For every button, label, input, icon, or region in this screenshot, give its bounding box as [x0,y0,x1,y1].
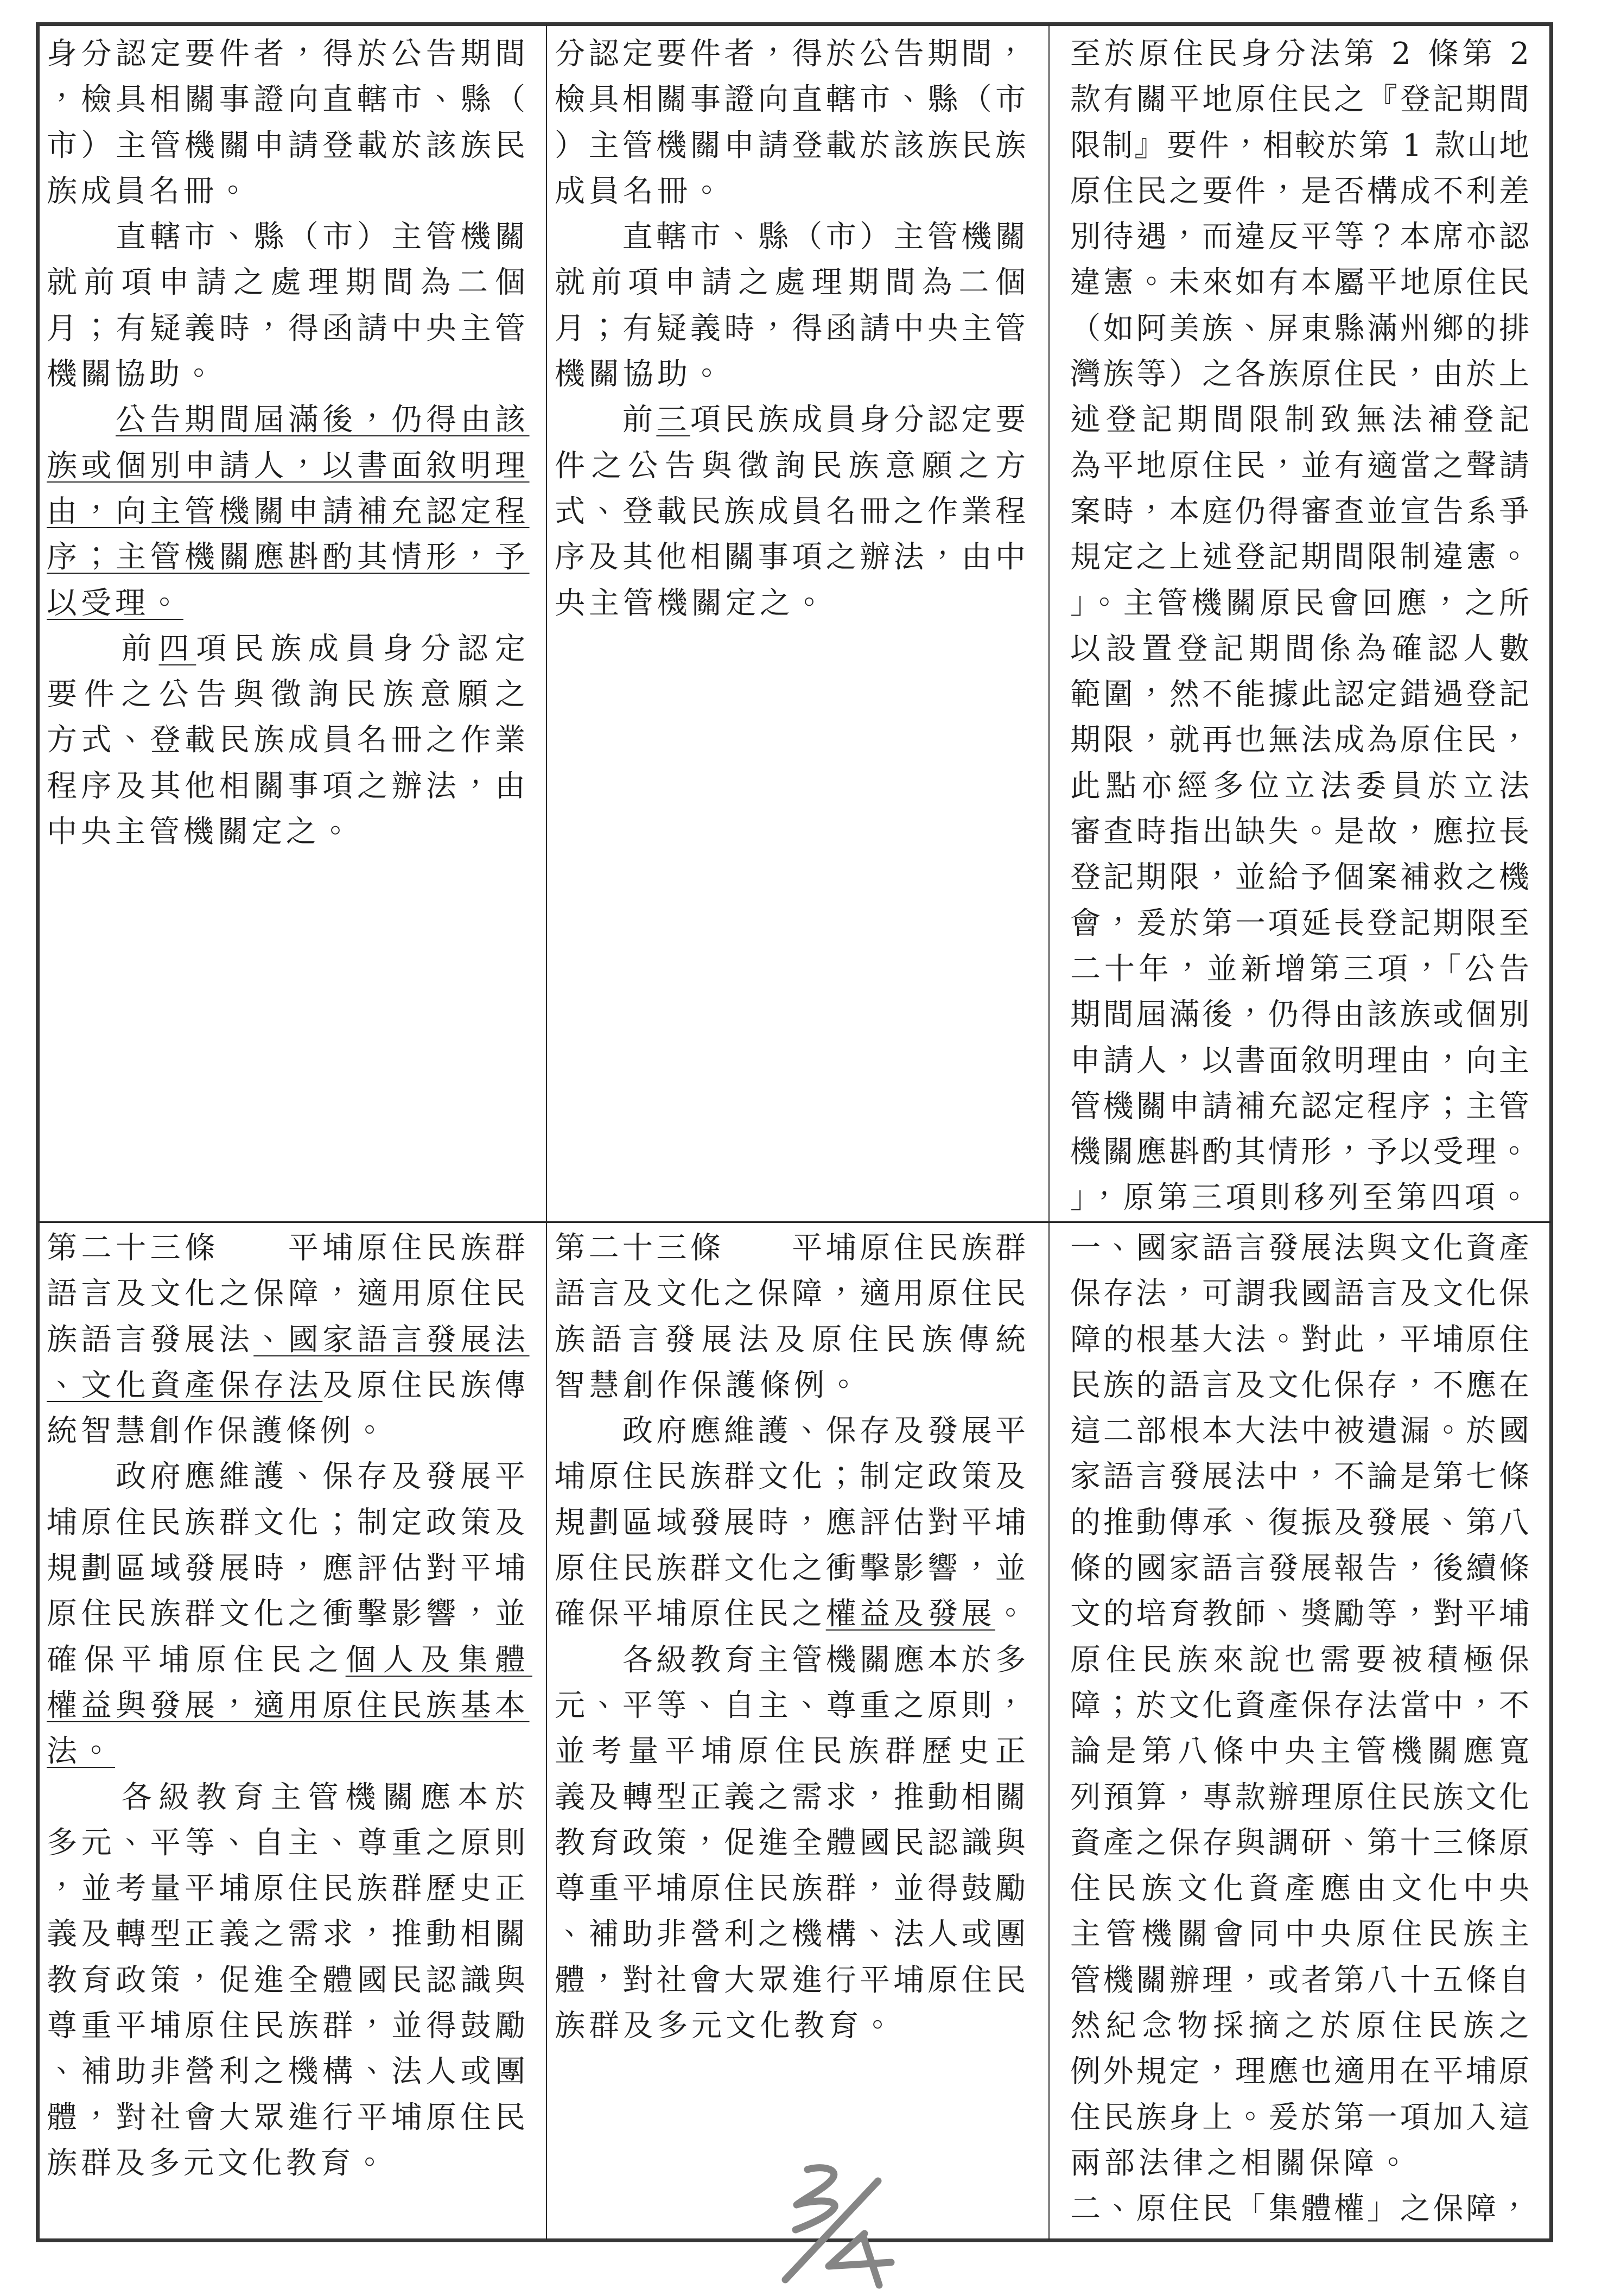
text-line: 一、國家語言發展法與文化資產 [1070,1231,1532,1266]
text-line: 各級教育主管機關應本於多 [555,1642,1029,1678]
text-line: 檢具相關事證向直轄市、縣（市 [555,82,1029,118]
text-line: 教育政策，促進全體國民認識與 [47,1962,530,1998]
text-line [47,1317,530,1363]
text-line: 以設置登記期間係為確認人數 [1070,631,1535,667]
text-line: 式、登載民族成員名冊之作業程 [555,493,1029,529]
text-line: 直轄市、縣（市）主管機關 [555,219,1029,255]
text-line: ）主管機關申請登載於該族民族 [555,128,1029,163]
handwritten-digit-4 [829,2234,891,2285]
text-segment [47,402,116,437]
text-line: 規劃區域發展時，應評估對平埔 [555,1505,1029,1540]
underlined-amendment-text: 序；主管機關應斟酌其情形，予 [47,540,530,575]
text-line: ，並考量平埔原住民族群歷史正 [47,1871,530,1907]
text-line: 管機關申請補充認定程序；主管 [1070,1088,1532,1124]
text-line: 元、平等、自主、尊重之原則， [555,1688,1029,1723]
text-line [47,1638,532,1683]
text-line: 保存法，可謂我國語言及文化保 [1070,1276,1532,1312]
text-line: 」。主管機關原民會回應，之所 [1070,585,1533,621]
text-line: 規定之上述登記期間限制違憲。 [1070,540,1532,575]
text-line: 族群及多元文化教育。 [555,2008,897,2044]
text-line: 分認定要件者，得於公告期間， [555,36,1029,72]
column-divider [546,24,547,2240]
text-line [47,397,530,443]
text-line: 件之公告與徵詢民族意願之方 [555,448,1032,484]
text-line [47,1363,530,1409]
text-segment: 項民族成員身分認定要 [690,402,1029,438]
text-line: 申請人，以書面敘明理由，向主 [1070,1043,1532,1079]
text-line: 政府應維護、保存及發展平 [555,1413,1029,1449]
cell-explanation-row2 [1070,1226,1535,2232]
text-line: 義及轉型正義之需求，推動相關 [47,1917,530,1952]
text-line: 原住民族群文化之衝擊影響，並 [47,1596,530,1632]
underlined-amendment-text: 四 [158,631,196,667]
text-line: 統智慧創作保護條例。 [47,1413,389,1449]
text-line: 論是第八條中央主管機關應寬 [1070,1734,1535,1769]
text-line: 央主管機關定之。 [555,585,828,621]
text-line: 案時，本庭仍得審查並宣告系爭 [1070,493,1532,529]
text-line: 障；於文化資產保存法當中，不 [1070,1688,1532,1723]
text-line: 登記期限，並給予個案補救之機 [1070,860,1532,896]
text-line: 資產之保存與調研、第十三條原 [1070,1825,1532,1861]
cell-explanation-row1 [1070,31,1535,1221]
text-line: 至於原住民身分法第 2 條第 2 [1070,36,1534,72]
text-line: 、補助非營利之機構、法人或團 [555,1917,1029,1952]
text-line: 列預算，專款辦理原住民族文化 [1070,1779,1532,1815]
underlined-amendment-text: 三 [656,402,690,438]
text-line: 原住民族群文化之衝擊影響，並 [555,1551,1029,1587]
text-line: 方式、登載民族成員名冊之作業 [47,722,530,758]
text-segment: 及原住民族傳 [322,1367,530,1403]
text-line: 原住民族來說也需要被積極保 [1070,1642,1535,1678]
text-segment: 前 [47,631,159,667]
underlined-amendment-text: 、文化資產保存法 [47,1367,323,1403]
text-line: 機關協助。 [47,357,218,392]
cell-proposed-text-row1 [47,31,532,855]
text-line: 管機關辦理，或者第八十五條自 [1070,1962,1532,1998]
text-line: 智慧創作保護條例。 [555,1367,862,1403]
text-line: 尊重平埔原住民族群，並得鼓勵 [555,1871,1029,1907]
text-line [47,1729,115,1774]
text-line: 語言及文化之保障，適用原住民 [47,1276,530,1312]
text-line [47,1683,530,1729]
text-line: 期間屆滿後，仍得由該族或個別 [1070,997,1532,1033]
text-line: 要件之公告與徵詢民族意願之 [47,677,532,713]
text-line: 款有關平地原住民之『登記期間 [1070,82,1532,118]
text-line [555,397,1029,443]
text-line: 住民族文化資產應由文化中央 [1070,1871,1535,1907]
text-line: ，檢具相關事證向直轄市、縣（ [47,82,530,118]
underlined-amendment-text: 法。 [47,1734,115,1769]
text-line: 多元、平等、自主、尊重之原則 [47,1825,530,1861]
text-line: 範圍，然不能據此認定錯過登記 [1070,677,1532,713]
text-line: 語言及文化之保障，適用原住民 [555,1276,1029,1312]
text-line: 第二十三條 平埔原住民族群 [47,1231,530,1266]
text-line: 」，原第三項則移列至第四項。 [1070,1180,1533,1216]
text-line: 就前項申請之處理期間為二個 [555,265,1032,301]
cell-current-text-row1 [555,31,1032,626]
text-line: 二十年，並新增第三項，「公告 [1070,951,1533,987]
text-line: 住民族身上。爰於第一項加入這 [1070,2100,1532,2135]
text-line: 民族的語言及文化保存，不應在 [1070,1367,1532,1403]
text-line: 為平地原住民，並有適當之聲請 [1070,448,1532,484]
text-line: 序及其他相關事項之辦法，由中 [555,540,1029,575]
text-line: 直轄市、縣（市）主管機關 [47,219,530,255]
text-line: 成員名冊。 [555,173,726,209]
text-line [47,581,183,626]
text-line: 並考量平埔原住民族群歷史正 [555,1734,1032,1769]
text-line: 二、原住民「集體權」之保障， [1070,2191,1532,2227]
underlined-amendment-text: 以受理。 [47,585,183,621]
text-line: 程序及其他相關事項之辦法，由 [47,768,530,804]
text-line: 體，對社會大眾進行平埔原住民 [555,1962,1029,1998]
text-segment: 。 [995,1596,1029,1632]
text-line [47,626,532,672]
text-line: 主管機關會同中央原住民族主 [1070,1917,1535,1952]
text-line: 月；有疑義時，得函請中央主管 [555,310,1029,346]
text-line: 月；有疑義時，得函請中央主管 [47,310,530,346]
text-line: 兩部法律之相關保障。 [1070,2145,1412,2181]
text-line [47,489,530,535]
text-line: 期限，就再也無法成為原住民， [1070,722,1532,758]
text-line: 族語言發展法及原住民族傳統 [555,1322,1032,1358]
text-line: 義及轉型正義之需求，推動相關 [555,1779,1029,1815]
text-line: 各級教育主管機關應本於 [47,1779,532,1815]
underlined-amendment-text: 權益及發展 [825,1596,996,1632]
text-line: 第二十三條 平埔原住民族群 [555,1231,1029,1266]
text-line: 會，爰於第一項延長登記期限至 [1070,905,1532,941]
text-line: 機關應斟酌其情形，予以受理。 [1070,1134,1532,1170]
text-line: 族成員名冊。 [47,173,252,209]
text-line: 政府應維護、保存及發展平 [47,1459,530,1495]
text-line: 機關協助。 [555,357,726,392]
text-line: 原住民之要件，是否構成不利差 [1070,173,1532,209]
text-line: 審查時指出缺失。是故，應拉長 [1070,814,1532,850]
text-line: 家語言發展法中，不論是第七條 [1070,1459,1532,1495]
text-line: 中央主管機關定之。 [47,814,354,850]
handwritten-page-mark [776,2160,906,2296]
text-line [555,1591,1029,1637]
underlined-amendment-text: 個人及集體 [345,1642,532,1678]
underlined-amendment-text: 公告期間屆滿後，仍得由該 [116,402,530,438]
text-line: 規劃區域發展時，應評估對平埔 [47,1551,530,1587]
text-line: 別待遇，而違反平等？本席亦認 [1070,219,1532,255]
text-line: 文的培育教師、獎勵等，對平埔 [1070,1596,1532,1632]
underlined-amendment-text: 、國家語言發展法 [253,1322,530,1358]
text-line: 教育政策，促進全體國民認識與 [555,1825,1029,1861]
text-segment: 族語言發展法 [47,1322,254,1358]
underlined-amendment-text: 族或個別申請人，以書面敘明理 [47,448,530,484]
underlined-amendment-text: 權益與發展，適用原住民族基本 [47,1688,530,1723]
column-divider [1048,24,1050,2240]
text-line: 埔原住民族群文化；制定政策及 [555,1459,1029,1495]
row-divider [38,1221,1551,1223]
text-line: 就前項申請之處理期間為二個 [47,265,532,301]
handwritten-digit-3 [796,2168,835,2230]
text-line: 這二部根本大法中被遺漏。於國 [1070,1413,1532,1449]
text-line: 然紀念物採摘之於原住民族之 [1070,2008,1535,2044]
text-line: 此點亦經多位立法委員於立法 [1070,768,1535,804]
text-segment: 項民族成員身分認定 [196,631,532,667]
text-line: 灣族等）之各族原住民，由於上 [1070,357,1532,392]
text-segment: 確保平埔原住民之 [47,1642,346,1678]
text-line: 限制』要件，相較於第 1 款山地 [1070,128,1531,163]
text-line: 障的根基大法。對此，平埔原住 [1070,1322,1532,1358]
text-line: 尊重平埔原住民族群，並得鼓勵 [47,2008,530,2044]
cell-proposed-text-row2 [47,1226,532,2186]
text-line: 條的國家語言發展報告，後續條 [1070,1551,1532,1587]
text-line: 違憲。未來如有本屬平地原住民 [1070,265,1532,301]
text-line: 、補助非營利之機構、法人或團 [47,2054,530,2090]
text-line [47,443,530,489]
underlined-amendment-text: 由，向主管機關申請補充認定程 [47,493,530,529]
text-line: 市）主管機關申請登載於該族民 [47,128,530,163]
text-line: 體，對社會大眾進行平埔原住民 [47,2100,530,2135]
text-line: 例外規定，理應也適用在平埔原 [1070,2054,1532,2090]
text-line: 述登記期間限制致無法補登記 [1070,402,1535,438]
text-line: 族群及多元文化教育。 [47,2145,389,2181]
cell-current-text-row2 [555,1226,1032,2049]
text-segment: 前 [555,402,657,438]
text-line [47,535,530,580]
text-line: （如阿美族、屏東縣滿州鄉的排 [1070,310,1532,346]
text-line: 身分認定要件者，得於公告期間 [47,36,530,72]
text-segment: 確保平埔原住民之 [555,1596,826,1632]
text-line: 埔原住民族群文化；制定政策及 [47,1505,530,1540]
text-line: 的推動傳承、復振及發展、第八 [1070,1505,1532,1540]
